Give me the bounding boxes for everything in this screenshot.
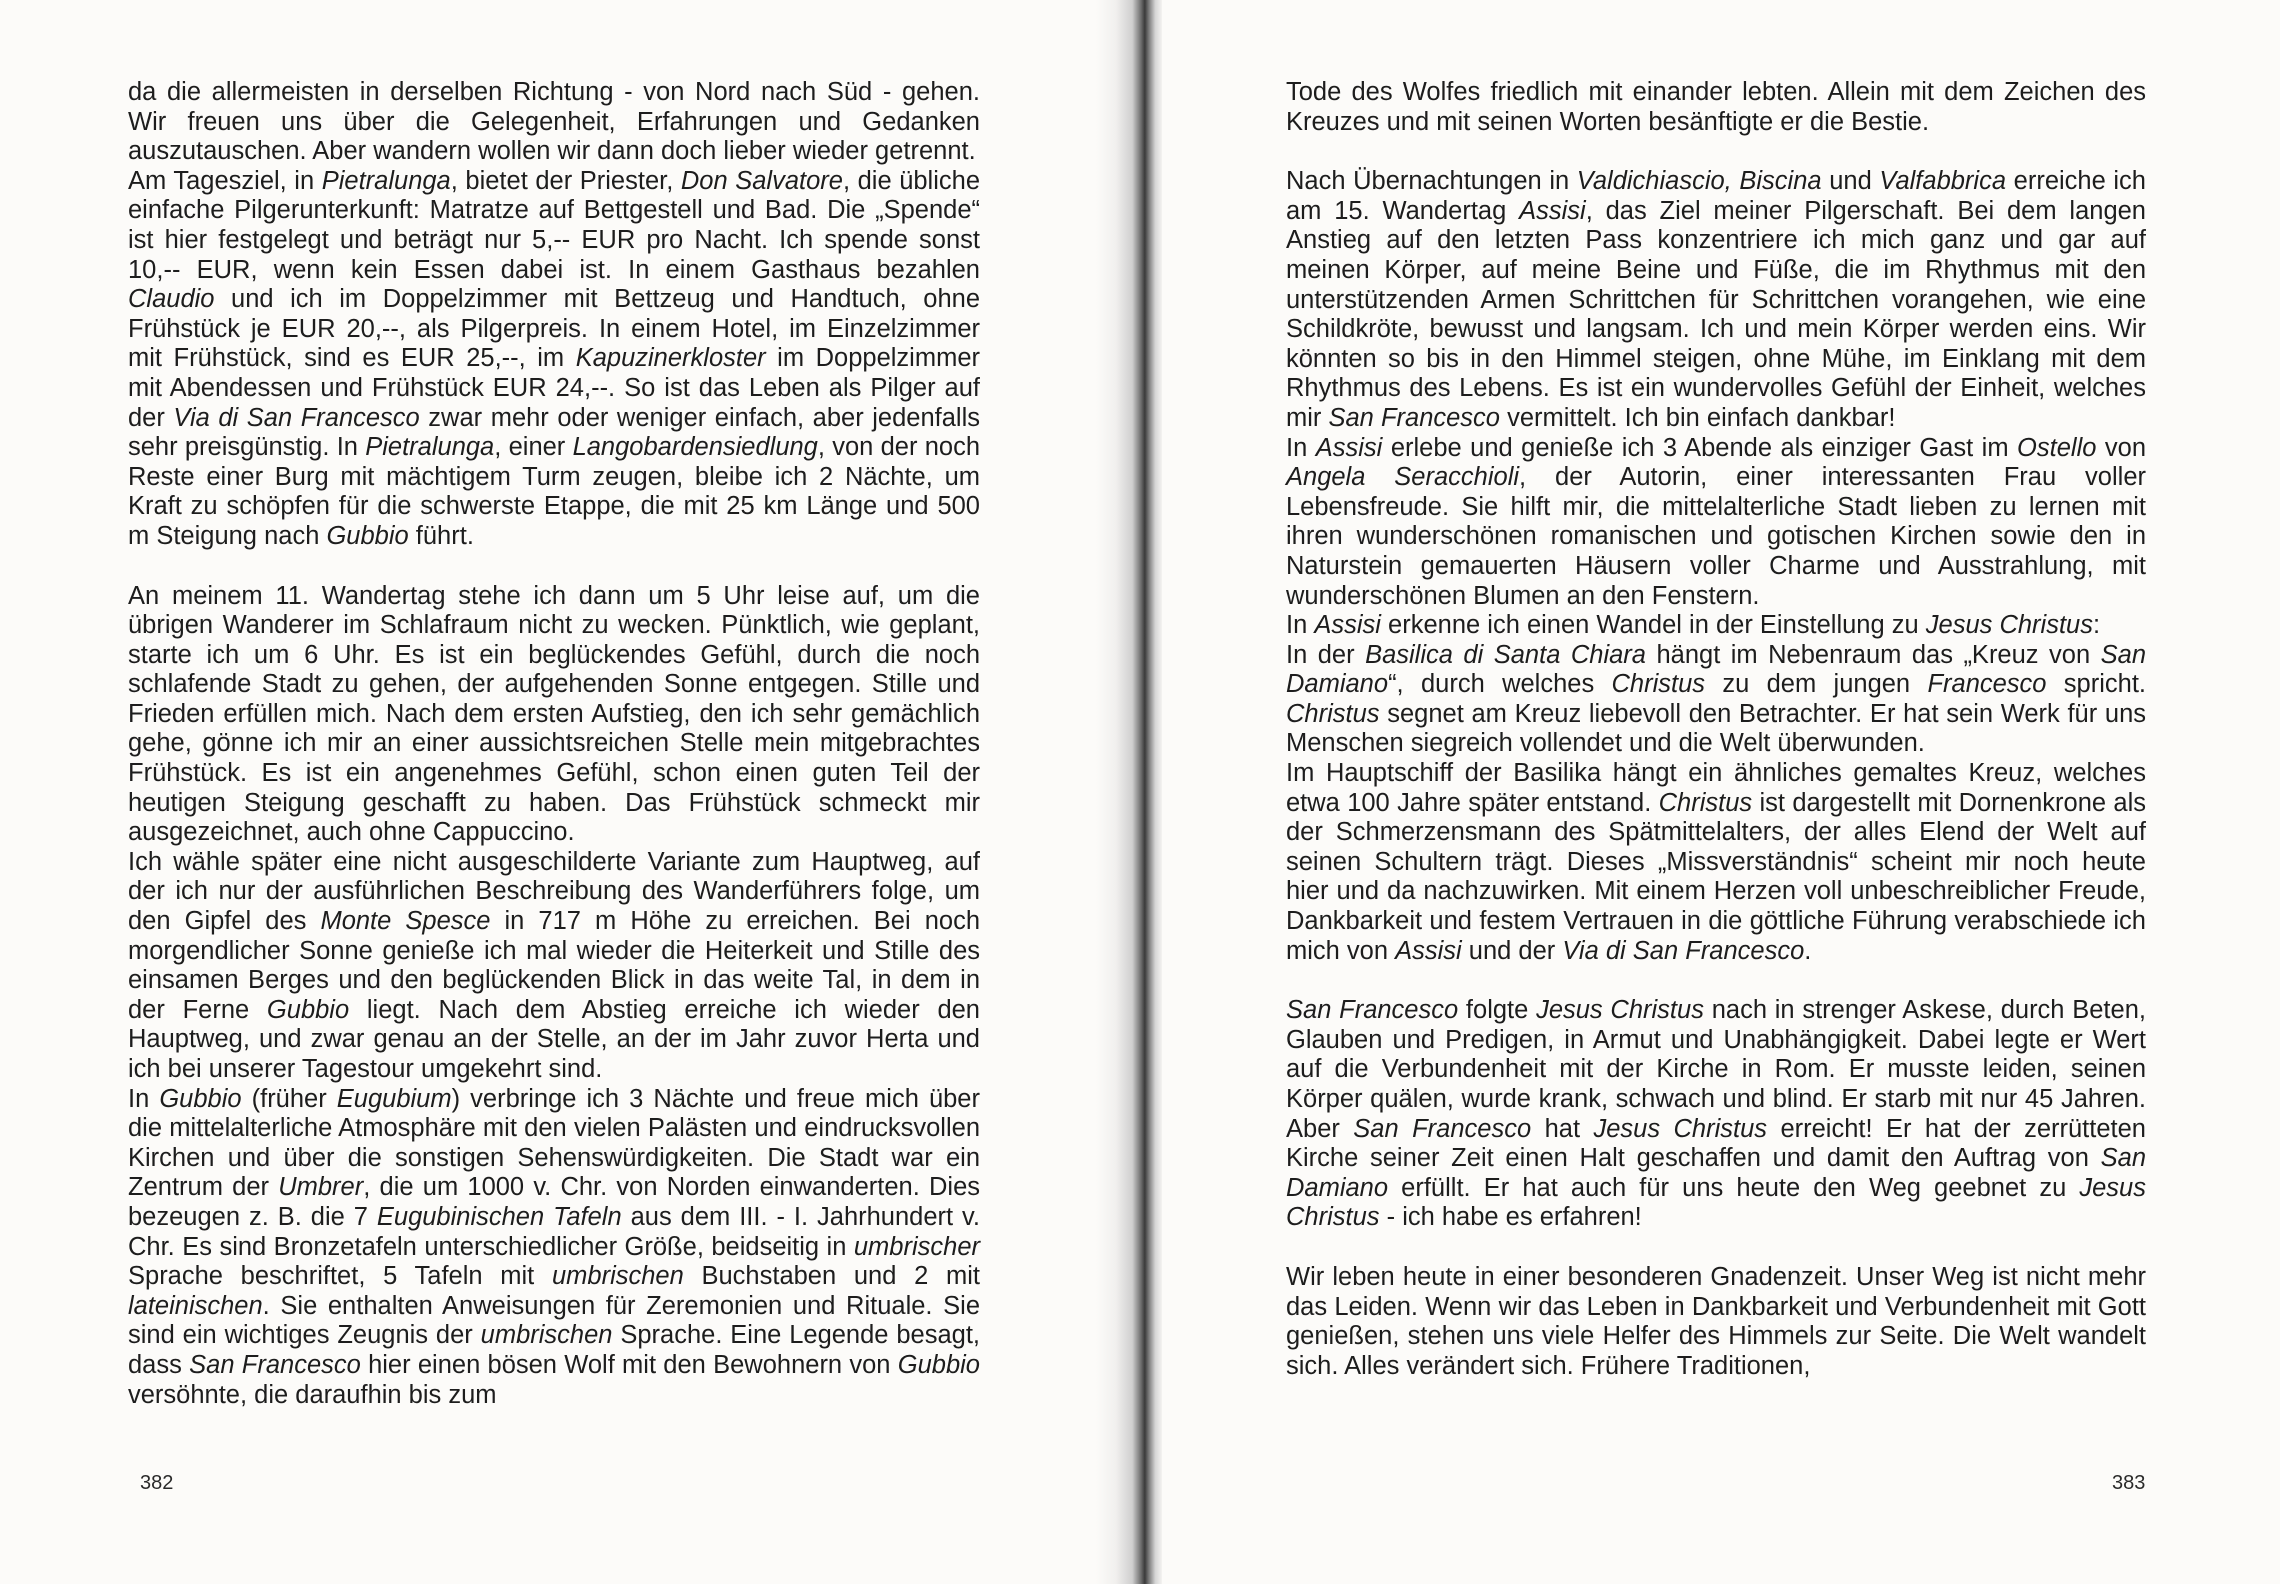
paragraph: Wir leben heute in einer besonderen Gnadenzeit. Unser Weg ist nicht mehr das Leiden. Wenn wir das Leben in Dankbarkeit und Verbundenheit mit Gott genießen, stehen uns viele Helfer des Himmels zur Seite. Die Welt wandelt sich. Alles verändert sich. Frühere Traditionen, xyxy=(1286,1262,2146,1380)
italic-term: Ostello xyxy=(2017,433,2097,462)
paragraph: San Francesco folgte Jesus Christus nach in strenger Askese, durch Beten, Glauben und Predigen, in Armut und Unabhängigkeit. Dabei legte er Wert auf die Verbundenheit mit der Kirche in Rom. Er musste leiden, seinen Körper quälen, wurde krank, schwach und blind. Er starb mit nur 45 Jahren. Aber San Francesco hat Jesus Christus erreicht! Er hat der zerrütteten Kirche seiner Zeit einen Halt geschaffen und damit den Auftrag von San Damiano erfüllt. Er hat auch für uns heute den Weg geebnet zu Jesus Christus - ich habe es erfahren! xyxy=(1286,996,2146,1232)
italic-term: Gubbio xyxy=(266,995,350,1024)
right-page xyxy=(1142,0,2280,1584)
left-page xyxy=(0,0,1120,1584)
italic-term: Angela Seracchioli xyxy=(1286,463,1520,492)
italic-term: Christus xyxy=(1658,788,1753,817)
italic-term: Don Salvatore xyxy=(680,166,843,195)
italic-term: Umbrer xyxy=(278,1173,364,1202)
paragraph: da die allermeisten in derselben Richtung - von Nord nach Süd - gehen. Wir freuen uns über die Gelegenheit, Erfahrungen und Gedanken auszutauschen. Aber wandern wollen wir dann doch lieber wieder getrennt. xyxy=(128,78,980,166)
italic-term: San Francesco xyxy=(1353,1114,1532,1143)
italic-term: Pietralunga xyxy=(321,166,451,195)
italic-term: Gubbio xyxy=(897,1350,980,1379)
italic-term: Gubbio xyxy=(326,521,409,550)
paragraph: Ich wähle später eine nicht ausgeschilderte Variante zum Hauptweg, auf der ich nur der ausführlichen Beschreibung des Wanderführers folge, um den Gipfel des Monte Spesce in 717 m Höhe zu erreichen. Bei noch morgendlicher Sonne genieße ich mal wieder die Heiterkeit und Stille des einsamen Berges und den beglückenden Blick in das weite Tal, in dem in der Ferne Gubbio liegt. Nach dem Abstieg erreiche ich wieder den Hauptweg, und zwar genau an der Stelle, an der im Jahr zuvor Herta und ich bei unserer Tagestour umgekehrt sind. xyxy=(128,847,981,1083)
italic-term: Monte Spesce xyxy=(320,907,491,936)
paragraph: Tode des Wolfes friedlich mit einander lebten. Allein mit dem Zeichen des Kreuzes und mit seinen Worten besänftigte er die Bestie. xyxy=(1286,78,2146,136)
italic-term: umbrischen xyxy=(480,1321,613,1350)
italic-term: umbrischen xyxy=(551,1262,684,1291)
italic-term: Jesus Christus xyxy=(1593,1114,1768,1143)
page-number: 382 xyxy=(140,1472,174,1494)
paragraph: In Gubbio (früher Eugubium) verbringe ich 3 Nächte und freue mich über die mittelalterliche Atmosphäre mit den vielen Palästen und eindrucksvollen Kirchen und über die sonstigen Sehenswürdigkeiten. Die Stadt war ein Zentrum der Umbrer, die um 1000 v. Chr. von Norden einwanderten. Dies bezeugen z. B. die 7 Eugubinischen Tafeln aus dem III. - I. Jahrhundert v. Chr. Es sind Bronzetafeln unterschiedlicher Größe, beidseitig in umbrischer Sprache beschriftet, 5 Tafeln mit umbrischen Buchstaben und 2 mit lateinischen. Sie enthalten Anweisungen für Zeremonien und Rituale. Sie sind ein wichtiges Zeugnis der umbrischen Sprache. Eine Legende besagt, dass San Francesco hier einen bösen Wolf mit den Bewohnern von Gubbio versöhnte, die daraufhin bis zum xyxy=(128,1084,981,1409)
right-page-text xyxy=(1286,78,2146,1381)
book-gutter xyxy=(1096,0,1162,1584)
italic-term: Christus xyxy=(1286,699,1380,728)
italic-term: Jesus Christus xyxy=(1536,996,1704,1025)
paragraph: An meinem 11. Wandertag stehe ich dann um 5 Uhr leise auf, um die übrigen Wanderer im Schlafraum nicht zu wecken. Pünktlich, wie geplant, starte ich um 6 Uhr. Es ist ein beglückendes Gefühl, durch die noch schlafende Stadt zu gehen, der aufgehenden Sonne entgegen. Stille und Frieden erfüllen mich. Nach dem ersten Aufstieg, den ich sehr gemächlich gehe, gönne ich mir an einer aussichtsreichen Stelle mein mitgebrachtes Frühstück. Es ist ein angenehmes Gefühl, schon einen guten Teil der heutigen Steigung geschafft zu haben. Das Frühstück schmeckt mir ausgezeichnet, auch ohne Cappuccino. xyxy=(128,581,980,847)
paragraph: In Assisi erkenne ich einen Wandel in der Einstellung zu Jesus Christus: xyxy=(1286,611,2101,640)
italic-term: Valfabbrica xyxy=(1879,167,2007,196)
italic-term: San Francesco xyxy=(1328,403,1500,432)
italic-term: Assisi xyxy=(1314,611,1381,640)
italic-term: San Francesco xyxy=(1286,996,1459,1025)
italic-term: Francesco xyxy=(1927,670,2047,699)
page-number: 383 xyxy=(2112,1472,2146,1494)
italic-term: umbrischer xyxy=(853,1232,980,1261)
italic-term: San Francesco xyxy=(189,1350,361,1379)
italic-term: San Damiano xyxy=(1286,640,2146,699)
italic-term: Christus xyxy=(1611,670,1706,699)
paragraph: Nach Übernachtungen in Valdichiascio, Biscina und Valfabbrica erreiche ich am 15. Wandertag Assisi, das Ziel meiner Pilgerschaft. Bei dem langen Anstieg auf den letzten Pass konzentriere ich mich ganz und gar auf meinen Körper, auf meine Beine und Füße, die im Rhythmus mit den unterstützenden Armen Schrittchen für Schrittchen vorangehen, wie eine Schildkröte, bewusst und langsam. Ich und mein Körper werden eins. Wir könnten so bis in den Himmel steigen, ohne Mühe, im Einklang mit dem Rhythmus des Lebens. Es ist ein wundervolles Gefühl der Einheit, welches mir San Francesco vermittelt. Ich bin einfach dankbar! xyxy=(1286,167,2146,432)
italic-term: Eugubium xyxy=(336,1084,452,1113)
italic-term: Via di San Francesco xyxy=(1562,936,1805,965)
paragraph: Am Tagesziel, in Pietralunga, bietet der Priester, Don Salvatore, die übliche einfache Pilgerunterkunft: Matratze auf Bettgestell und Bad. Die „Spende“ ist hier festgelegt und beträgt nur 5,-- EUR pro Nacht. Ich spende sonst 10,-- EUR, wenn kein Essen dabei ist. In einem Gasthaus bezahlen Claudio und ich im Doppelzimmer mit Bettzeug und Handtuch, ohne Frühstück je EUR 20,--, als Pilgerpreis. In einem Hotel, im Einzelzimmer mit Frühstück, sind es EUR 25,--, im Kapuzinerkloster im Doppelzimmer mit Abendessen und Frühstück EUR 24,--. So ist das Leben als Pilger auf der Via di San Francesco zwar mehr oder weniger einfach, aber jedenfalls sehr preisgünstig. In Pietralunga, einer Langobardensiedlung, von der noch Reste einer Burg mit mächtigem Turm zeugen, bleibe ich 2 Nächte, um Kraft zu schöpfen für die schwerste Etappe, die mit 25 km Länge und 500 m Steigung nach Gubbio führt. xyxy=(128,166,981,550)
italic-term: Basilica di Santa Chiara xyxy=(1365,640,1646,669)
italic-term: Gubbio xyxy=(159,1084,242,1113)
italic-term: Kapuzinerkloster xyxy=(575,344,766,373)
italic-term: lateinischen xyxy=(128,1291,263,1320)
italic-term: Claudio xyxy=(128,285,215,314)
italic-term: Via di San Francesco xyxy=(173,403,420,432)
italic-term: Valdichiascio, Biscina xyxy=(1576,167,1822,196)
paragraph: In Assisi erlebe und genieße ich 3 Abende als einziger Gast im Ostello von Angela Seracchioli, der Autorin, einer interessanten Frau voller Lebensfreude. Sie hilft mir, die mittelalterliche Stadt lieben zu lernen mit ihren wunderschönen romanischen und gotischen Kirchen sowie den in Naturstein gemauerten Häusern voller Charme und Ausstrahlung, mit wunderschönen Blumen an den Fenstern. xyxy=(1286,433,2147,610)
italic-term: Assisi xyxy=(1395,936,1462,965)
paragraph: In der Basilica di Santa Chiara hängt im Nebenraum das „Kreuz von San Damiano“, durch welches Christus zu dem jungen Francesco spricht. Christus segnet am Kreuz liebevoll den Betrachter. Er hat sein Werk für uns Menschen siegreich vollendet und die Welt überwunden. xyxy=(1286,640,2146,758)
italic-term: Eugubinischen Tafeln xyxy=(376,1202,622,1231)
italic-term: Langobardensiedlung xyxy=(572,433,818,462)
left-page-text xyxy=(128,78,980,1410)
italic-term: Jesus Christus xyxy=(1925,611,2093,640)
italic-term: Jesus Christus xyxy=(1286,1173,2146,1232)
paragraph: Im Hauptschiff der Basilika hängt ein ähnliches gemaltes Kreuz, welches etwa 100 Jahre später entstand. Christus ist dargestellt mit Dornenkrone als der Schmerzensmann des Spätmittelalters, der alles Elend der Welt auf seinen Schultern trägt. Dieses „Missverständnis“ scheint mir noch heute hier und da nachzuwirken. Mit einem Herzen voll unbeschreiblicher Freude, Dankbarkeit und festem Vertrauen in die göttliche Führung verabschiede ich mich von Assisi und der Via di San Francesco. xyxy=(1286,759,2146,965)
italic-term: San Damiano xyxy=(1286,1144,2146,1202)
italic-term: Assisi xyxy=(1315,433,1383,462)
italic-term: Pietralunga xyxy=(365,433,495,462)
italic-term: Assisi xyxy=(1519,196,1586,225)
